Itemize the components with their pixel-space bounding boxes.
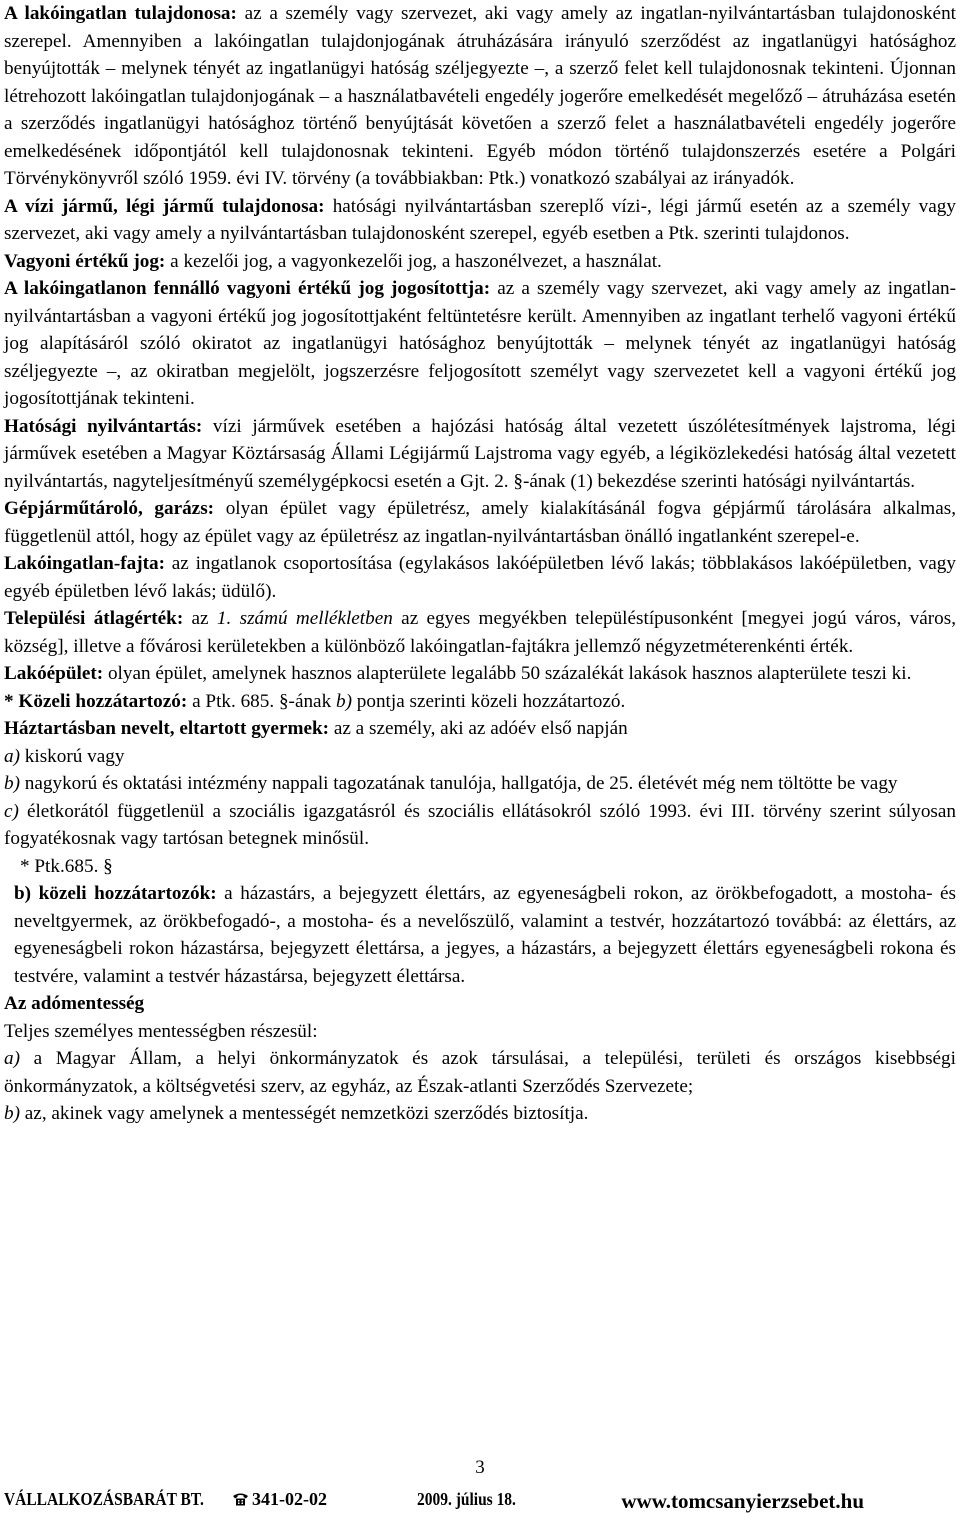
paragraph-text: vízi járművek esetében a hajózási hatóság által vezetett úszólétesítmények lajstroma, légi járművek esetében a Magyar Köztársaság Állami Légijármű Lajstroma vagy egyéb, a légiközlekedési hatóság által vezetett nyilvántartás, nagyteljesítményű személygépkocsi esetén a Gjt. 2. §-ának (1) bekezdése szerinti hatósági nyilvántartás. <box>4 415 956 492</box>
paragraph <box>4 990 956 1018</box>
paragraph <box>4 688 956 716</box>
paragraph <box>4 193 956 248</box>
term-heading: b) közeli hozzátartozók: <box>14 883 217 904</box>
term-heading: Lakóépület: <box>4 663 104 684</box>
term-heading: Háztartásban nevelt, eltartott gyermek: <box>4 718 330 739</box>
paragraph <box>4 1018 956 1046</box>
paragraph <box>4 550 956 605</box>
paragraph <box>4 660 956 688</box>
paragraph-text: kiskorú vagy <box>19 745 125 767</box>
paragraph <box>4 248 956 276</box>
term-heading: Lakóingatlan-fajta: <box>4 553 165 574</box>
italic-text: b) <box>4 773 20 794</box>
paragraph-text: * Ptk.685. § <box>20 855 113 877</box>
page-number: 3 <box>475 1457 485 1478</box>
term-heading: Gépjárműtároló, garázs: <box>4 498 215 519</box>
paragraph-text: a házastárs, a bejegyzett élettárs, az egyeneságbeli rokon, az örökbefogadott, a mostoha- és neveltgyermek, az örökbefogadó-, a mostoha- és a nevelőszülő, valamint a testvér, hozzátartozó továbbá: az élettárs, az egyeneságbeli rokon házastársa, bejegyzett élettársa, a jegyes, a házastárs, a bejegyzett élettárs egyeneságbeli rokona és testvére, valamint a testvér házastársa, bejegyzett élettársa. <box>14 883 956 987</box>
term-heading: Települési átlagérték: <box>4 608 184 629</box>
paragraph <box>4 770 956 798</box>
paragraph <box>4 1045 956 1100</box>
italic-text: b) <box>4 1103 20 1124</box>
paragraph-text: a kezelői jog, a vagyonkezelői jog, a haszonélvezet, a használat. <box>165 250 662 272</box>
document-body <box>4 0 956 1128</box>
term-heading: Hatósági nyilvántartás: <box>4 415 203 437</box>
paragraph <box>4 880 956 990</box>
paragraph <box>4 605 956 660</box>
footer-company: VÁLLALKOZÁSBARÁT BT. <box>4 1489 204 1509</box>
paragraph <box>4 715 956 743</box>
page-footer <box>4 1489 956 1519</box>
term-heading: A vízi jármű, légi jármű tulajdonosa: <box>4 195 325 217</box>
paragraph <box>4 853 956 881</box>
italic-text: b) <box>335 690 352 712</box>
paragraph-text: az <box>183 608 217 629</box>
paragraph-text: nagykorú és oktatási intézmény nappali tagozatának tanulója, hallgatója, de 25. életévét még nem töltötte be vagy <box>19 773 898 794</box>
italic-text: 1. számú mellékletben <box>216 608 393 629</box>
paragraph-text: az ingatlanok csoportosítása (egylakásos lakóépületben lévő lakás; többlakásos lakóépületben, vagy egyéb épületben lévő lakás; üdülő). <box>4 553 956 602</box>
term-heading: Az adómentesség <box>4 993 145 1014</box>
paragraph-text: a Magyar Állam, a helyi önkormányzatok és azok társulásai, a települési, területi és országos kisebbségi önkormányzatok, a költségvetési szerv, az egyház, az Észak-atlanti Szerződés Szervezete; <box>4 1048 956 1097</box>
telephone-icon <box>232 1492 249 1506</box>
paragraph <box>4 1100 956 1128</box>
paragraph-text: olyan épület vagy épületrész, amely kialakításánál fogva gépjármű tárolására alkalmas, függetlenül attól, hogy az épület vagy az épületrész az ingatlan-nyilvántartásban önálló ingatlanként szerepel-e. <box>4 498 957 547</box>
term-heading: Vagyoni értékű jog: <box>4 250 166 272</box>
paragraph-text: életkorától függetlenül a szociális igazgatásról és szociális ellátásokról szóló 1993. évi III. törvény szerint súlyosan fogyatékosnak vagy tartósan betegnek minősül. <box>4 800 956 849</box>
paragraph <box>4 0 956 193</box>
paragraph <box>4 798 956 853</box>
italic-text: a) <box>4 1048 20 1069</box>
footer-phone <box>232 1489 327 1510</box>
italic-text: a) <box>4 745 20 767</box>
paragraph-text: az egyes megyékben településtípusonként [megyei jogú város, város, község], illetve a fővárosi kerületekben a különböző lakóingatlan-fajtákra jellemző négyzetméterenkénti érték. <box>4 608 956 657</box>
paragraph-text: a Ptk. 685. §-ának <box>187 690 336 712</box>
paragraph-text: az, akinek vagy amelynek a mentességét nemzetközi szerződés biztosítja. <box>19 1103 589 1124</box>
footer-phone-number: 341-02-02 <box>252 1489 327 1509</box>
paragraph <box>4 413 956 496</box>
paragraph-text: pontja szerinti közeli hozzátartozó. <box>351 690 626 712</box>
paragraph-text: az a személy vagy szervezet, aki vagy amely az ingatlan-nyilvántartásban tulajdonosként szerepel. Amennyiben a lakóingatlan tulajdonjogának átruházására irányuló szerződést az ingatlanügyi hatósághoz benyújtották – melynek tényét az ingatlanügyi hatóság széljegyezte –, a szerző felet kell tulajdonosnak tekinteni. Újonnan létrehozott lakóingatlan tulajdonjogának – a használatbavételi engedély jogerőre emelkedését megelőző – átruházása esetén a szerződés ingatlanügyi hatósághoz történő benyújtását követően a szerző felet a használatbavételi engedély jogerőre emelkedésének időpontjától kell tulajdonosnak tekinteni. Egyéb módon történő tulajdonszerzés esetére a Polgári Törvénykönyvről szóló 1959. évi IV. törvény (a továbbiakban: Ptk.) vonatkozó szabályai az irányadók. <box>4 3 956 189</box>
footer-website: www.tomcsanyierzsebet.hu <box>621 1489 864 1513</box>
paragraph-text: az a személy vagy szervezet, aki vagy amely az ingatlan-nyilvántartásban a vagyoni értékű jog jogosítottjaként feltüntetésre került. Amennyiben az ingatlant terhelő vagyoni értékű jog alapításáról szóló okiratot az ingatlanügyi hatósághoz benyújtották – melynek tényét az ingatlanügyi hatóság széljegyezte –, az okiratban megjelölt, jogszerzésre feljogosított személyt vagy szervezetet kell a vagyoni értékű jog jogosítottjának tekinteni. <box>4 278 956 409</box>
term-heading: * Közeli hozzátartozó: <box>4 690 188 712</box>
paragraph <box>4 275 956 413</box>
footer-date: 2009. július 18. <box>417 1489 516 1509</box>
italic-text: c) <box>4 800 19 822</box>
paragraph-text: olyan épület, amelynek hasznos alapterülete legalább 50 százalékát lakások hasznos alapterülete teszi ki. <box>103 663 912 684</box>
paragraph <box>4 495 956 550</box>
paragraph-text: az a személy, aki az adóév első napján <box>329 718 628 739</box>
term-heading: A lakóingatlanon fennálló vagyoni értékű jog jogosítottja: <box>4 278 491 299</box>
paragraph-text: Teljes személyes mentességben részesül: <box>4 1020 318 1042</box>
paragraph-text: hatósági nyilvántartásban szereplő vízi-, légi jármű esetén az a személy vagy szervezet, aki vagy amely a nyilvántartásban tulajdonosként szerepel, egyéb esetben a Ptk. szerinti tulajdonos. <box>4 195 956 244</box>
term-heading: A lakóingatlan tulajdonosa: <box>4 3 237 24</box>
paragraph <box>4 743 956 771</box>
